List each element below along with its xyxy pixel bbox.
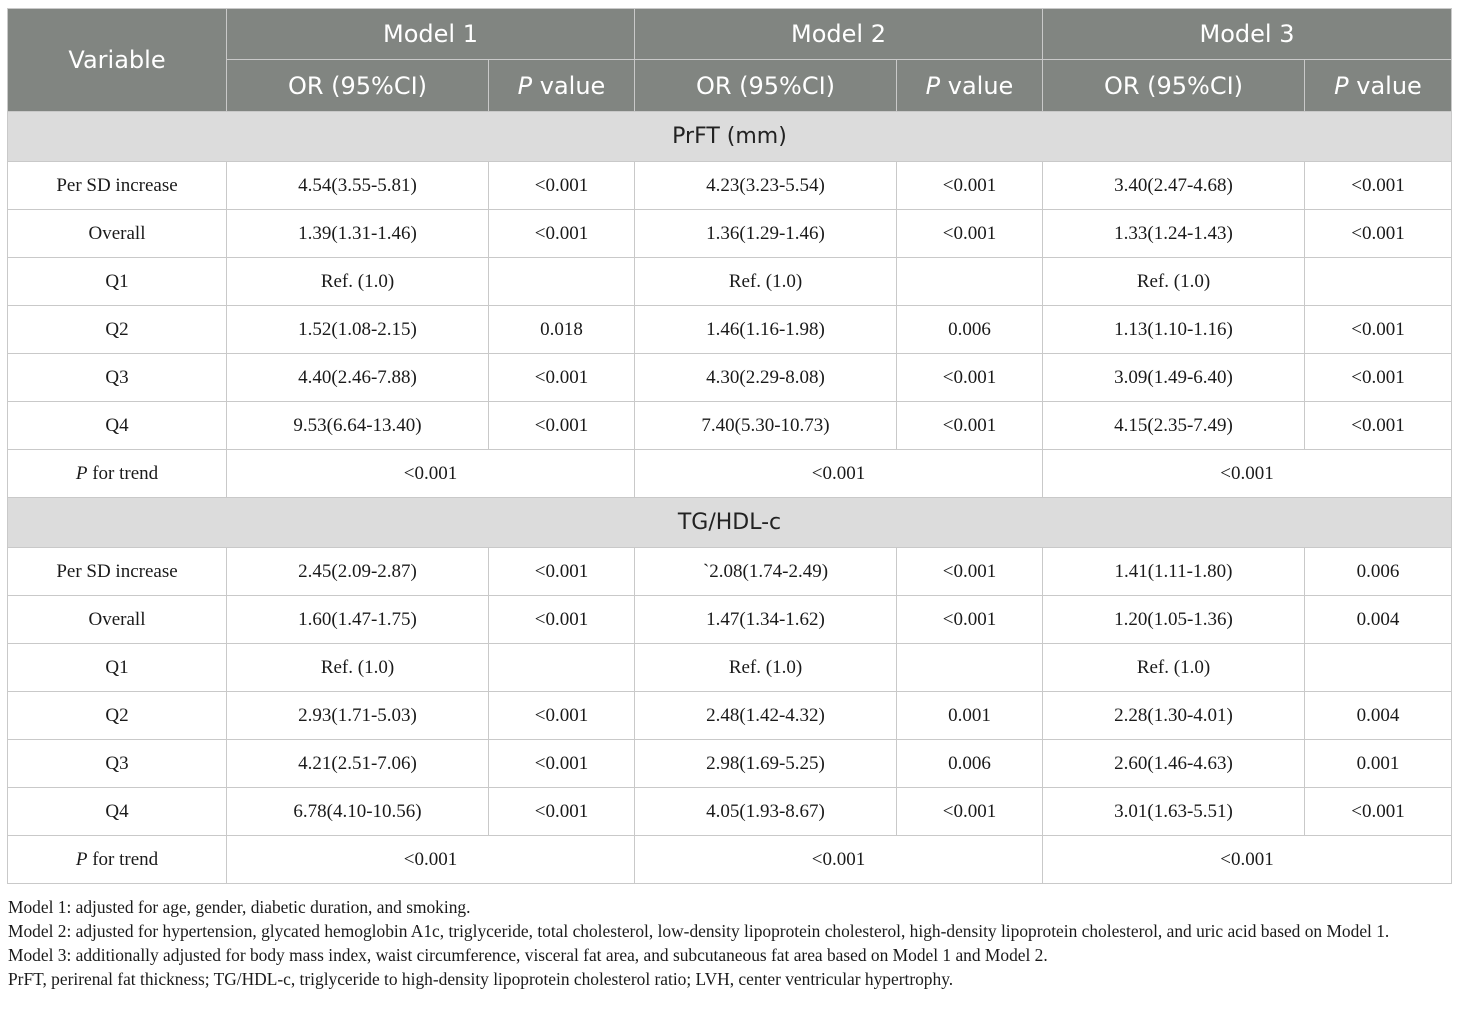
or-cell: 1.39(1.31-1.46) [227,210,489,258]
row-label: Per SD increase [8,162,227,210]
trend-p-value: <0.001 [635,450,1043,498]
p-value-cell: <0.001 [897,162,1043,210]
or-cell: 1.46(1.16-1.98) [635,306,897,354]
row-label: Q3 [8,354,227,402]
section-header-row [8,498,1452,548]
or-cell: 9.53(6.64-13.40) [227,402,489,450]
table-footnotes [8,895,1456,991]
p-value-cell: <0.001 [489,596,635,644]
p-value-cell: <0.001 [489,740,635,788]
or-cell: 3.40(2.47-4.68) [1043,162,1305,210]
p-value-cell [897,644,1043,692]
p-value-cell: <0.001 [489,354,635,402]
table-row [8,692,1452,740]
p-value-cell: <0.001 [897,210,1043,258]
footnote: Model 3: additionally adjusted for body mass index, waist circumference, visceral fat area, and subcutaneous fat area based on Model 1 and Model 2. [8,945,1048,965]
section-title: TG/HDL-c [8,498,1452,548]
p-value-cell: 0.006 [897,740,1043,788]
row-label: Q1 [8,258,227,306]
p-value-cell: <0.001 [489,692,635,740]
p-value-cell: <0.001 [1305,306,1452,354]
p-value-cell: <0.001 [897,402,1043,450]
or-cell: Ref. (1.0) [1043,644,1305,692]
p-value-cell: 0.004 [1305,692,1452,740]
table-body [8,112,1452,884]
section-header-row [8,112,1452,162]
p-value-cell: <0.001 [489,210,635,258]
p-value-cell: <0.001 [1305,210,1452,258]
header-variable: Variable [8,9,227,112]
or-cell: 1.36(1.29-1.46) [635,210,897,258]
p-value-cell [489,258,635,306]
or-cell: Ref. (1.0) [635,644,897,692]
or-cell: 2.45(2.09-2.87) [227,548,489,596]
or-cell: 2.28(1.30-4.01) [1043,692,1305,740]
table-row [8,788,1452,836]
footnote: PrFT, perirenal fat thickness; TG/HDL-c, triglyceride to high-density lipoprotein cholesterol ratio; LVH, center ventricular hypertrophy. [8,969,954,989]
row-label: Q4 [8,788,227,836]
or-cell: 2.48(1.42-4.32) [635,692,897,740]
or-cell: Ref. (1.0) [1043,258,1305,306]
or-cell: 1.13(1.10-1.16) [1043,306,1305,354]
or-cell: `2.08(1.74-2.49) [635,548,897,596]
table-row [8,162,1452,210]
p-value-cell: 0.006 [1305,548,1452,596]
p-value-cell: 0.001 [897,692,1043,740]
p-value-cell: <0.001 [897,596,1043,644]
or-cell: 1.60(1.47-1.75) [227,596,489,644]
table-row [8,402,1452,450]
table-row [8,306,1452,354]
or-cell: 2.93(1.71-5.03) [227,692,489,740]
or-cell: 2.98(1.69-5.25) [635,740,897,788]
table-row [8,644,1452,692]
row-label: Overall [8,596,227,644]
header-or: OR (95%CI) [1043,60,1305,112]
header-p-value: P value [1305,60,1452,112]
p-value-cell: 0.006 [897,306,1043,354]
or-cell: 6.78(4.10-10.56) [227,788,489,836]
footnote: Model 2: adjusted for hypertension, glycated hemoglobin A1c, triglyceride, total cholesterol, low-density lipoprotein cholesterol, high-density lipoprotein cholesterol, and uric acid based on Model 1. [8,921,1390,941]
p-value-cell: <0.001 [897,354,1043,402]
trend-p-value: <0.001 [1043,450,1452,498]
footnote: Model 1: adjusted for age, gender, diabetic duration, and smoking. [8,897,471,917]
trend-p-value: <0.001 [227,836,635,884]
trend-p-value: <0.001 [635,836,1043,884]
p-value-cell: <0.001 [1305,162,1452,210]
or-cell: 4.54(3.55-5.81) [227,162,489,210]
row-label: Overall [8,210,227,258]
p-value-cell: <0.001 [1305,402,1452,450]
trend-p-value: <0.001 [227,450,635,498]
p-value-cell: <0.001 [489,548,635,596]
header-model-1: Model 1 [227,9,635,60]
row-label: Q3 [8,740,227,788]
p-value-cell: <0.001 [897,548,1043,596]
or-cell: Ref. (1.0) [227,644,489,692]
or-cell: 1.41(1.11-1.80) [1043,548,1305,596]
or-cell: 3.09(1.49-6.40) [1043,354,1305,402]
p-value-cell: 0.001 [1305,740,1452,788]
header-p-value: P value [897,60,1043,112]
trend-p-value: <0.001 [1043,836,1452,884]
row-label: Q2 [8,306,227,354]
p-value-cell [1305,258,1452,306]
table-row [8,740,1452,788]
p-value-cell: <0.001 [897,788,1043,836]
p-value-cell [1305,644,1452,692]
header-or: OR (95%CI) [635,60,897,112]
p-value-cell: <0.001 [1305,788,1452,836]
trend-label: P for trend [8,836,227,884]
p-value-cell [897,258,1043,306]
table-row [8,548,1452,596]
header-model-2: Model 2 [635,9,1043,60]
section-title: PrFT (mm) [8,112,1452,162]
row-label: Q2 [8,692,227,740]
p-value-cell: <0.001 [489,162,635,210]
p-value-cell: <0.001 [489,788,635,836]
p-value-cell: <0.001 [489,402,635,450]
or-cell: 1.47(1.34-1.62) [635,596,897,644]
p-value-cell: 0.018 [489,306,635,354]
or-cell: 1.33(1.24-1.43) [1043,210,1305,258]
table-header [8,9,1452,112]
or-cell: 7.40(5.30-10.73) [635,402,897,450]
table-row [8,596,1452,644]
table-row [8,258,1452,306]
p-value-cell [489,644,635,692]
row-label: Q4 [8,402,227,450]
or-cell: 4.30(2.29-8.08) [635,354,897,402]
or-cell: 3.01(1.63-5.51) [1043,788,1305,836]
or-cell: 1.52(1.08-2.15) [227,306,489,354]
row-label: Q1 [8,644,227,692]
header-or: OR (95%CI) [227,60,489,112]
table-row [8,354,1452,402]
trend-row [8,450,1452,498]
row-label: Per SD increase [8,548,227,596]
or-cell: 1.20(1.05-1.36) [1043,596,1305,644]
or-cell: 4.23(3.23-5.54) [635,162,897,210]
trend-label: P for trend [8,450,227,498]
trend-row [8,836,1452,884]
or-cell: Ref. (1.0) [227,258,489,306]
or-cell: 4.40(2.46-7.88) [227,354,489,402]
results-table [7,8,1452,884]
or-cell: 4.05(1.93-8.67) [635,788,897,836]
or-cell: 4.21(2.51-7.06) [227,740,489,788]
p-value-cell: <0.001 [1305,354,1452,402]
or-cell: 2.60(1.46-4.63) [1043,740,1305,788]
header-p-value: P value [489,60,635,112]
or-cell: 4.15(2.35-7.49) [1043,402,1305,450]
table-row [8,210,1452,258]
or-cell: Ref. (1.0) [635,258,897,306]
header-model-3: Model 3 [1043,9,1452,60]
p-value-cell: 0.004 [1305,596,1452,644]
